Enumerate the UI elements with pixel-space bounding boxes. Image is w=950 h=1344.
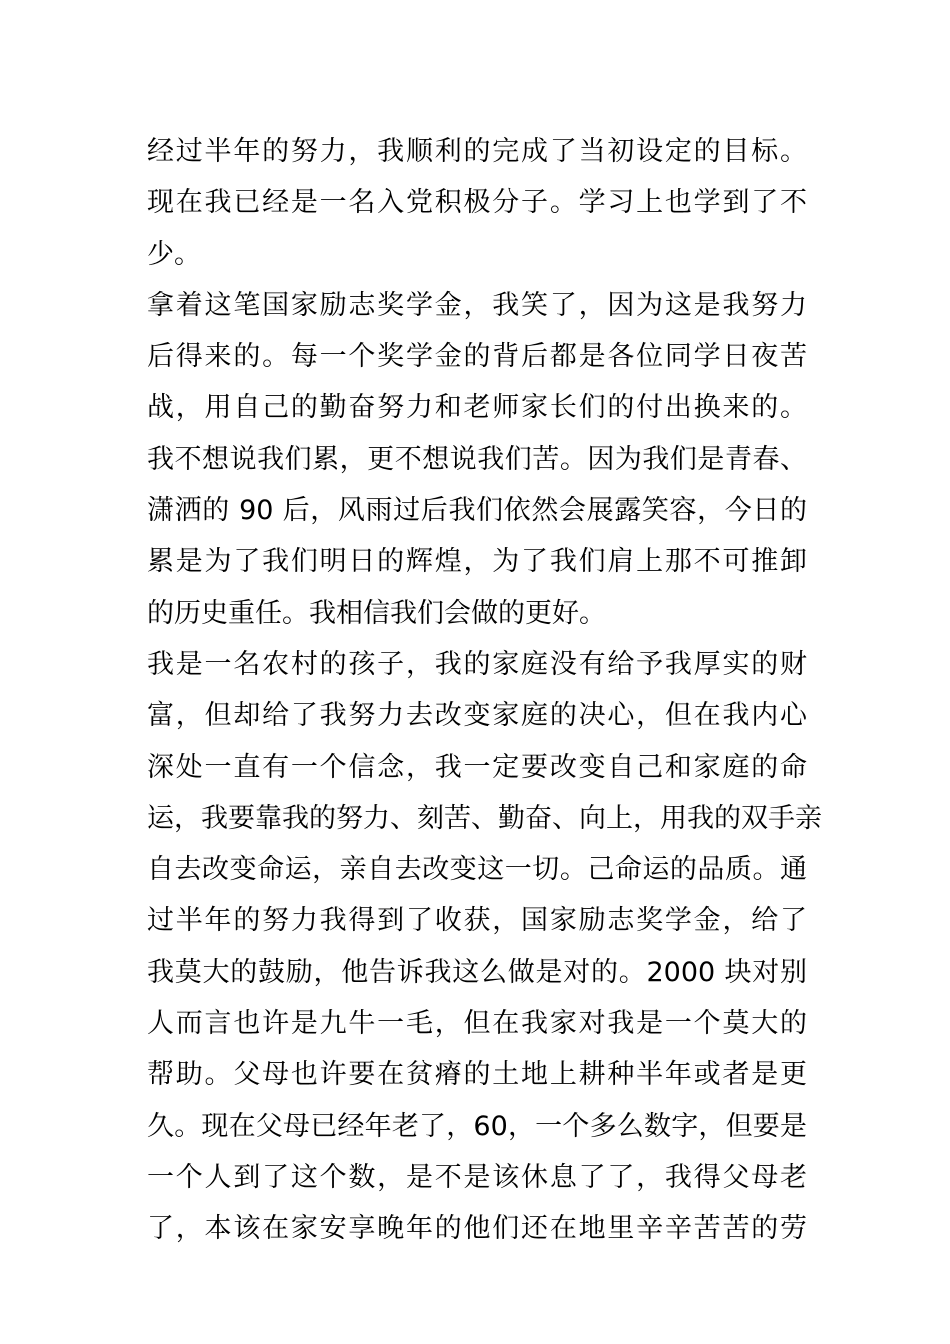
text-line: 了，本该在家安享晚年的他们还在地里辛辛苦苦的劳: [147, 1213, 807, 1245]
text-line: 后得来的。每一个奖学金的背后都是各位同学日夜苦: [147, 341, 807, 373]
text-line: 帮助。父母也许要在贫瘠的土地上耕种半年或者是更: [147, 1059, 807, 1091]
text-line: 现在我已经是一名入党积极分子。学习上也学到了不: [147, 187, 807, 219]
text-line: 过半年的努力我得到了收获，国家励志奖学金，给了: [147, 905, 807, 937]
text-line: 富，但却给了我努力去改变家庭的决心，但在我内心: [147, 700, 807, 732]
text-line: 运，我要靠我的努力、刻苦、勤奋、向上，用我的双手亲: [147, 802, 822, 834]
text-line: 拿着这笔国家励志奖学金，我笑了，因为这是我努力: [147, 289, 807, 321]
text-line: 战，用自己的勤奋努力和老师家长们的付出换来的。: [147, 392, 807, 424]
text-line: 我莫大的鼓励，他告诉我这么做是对的。2000 块对别: [147, 956, 807, 988]
text-line: 的历史重任。我相信我们会做的更好。: [147, 597, 606, 629]
text-line: 深处一直有一个信念，我一定要改变自己和家庭的命: [147, 751, 807, 783]
text-line: 经过半年的努力，我顺利的完成了当初设定的目标。: [147, 136, 807, 167]
text-line: 潇洒的 90 后，风雨过后我们依然会展露笑容，今日的: [147, 495, 807, 527]
text-line: 我是一名农村的孩子，我的家庭没有给予我厚实的财: [147, 648, 807, 680]
text-line: 少。: [147, 238, 201, 270]
text-line: 人而言也许是九牛一毛，但在我家对我是一个莫大的: [147, 1008, 807, 1040]
document-body: [147, 126, 822, 1255]
text-line: 自去改变命运，亲自去改变这一切。己命运的品质。通: [147, 854, 807, 886]
text-line: 久。现在父母已经年老了，60，一个多么数字，但要是: [147, 1110, 807, 1142]
text-line: 我不想说我们累，更不想说我们苦。因为我们是青春、: [147, 443, 807, 475]
text-line: 一个人到了这个数，是不是该休息了了，我得父母老: [147, 1161, 807, 1193]
text-line: 累是为了我们明日的辉煌，为了我们肩上那不可推卸: [147, 546, 807, 578]
